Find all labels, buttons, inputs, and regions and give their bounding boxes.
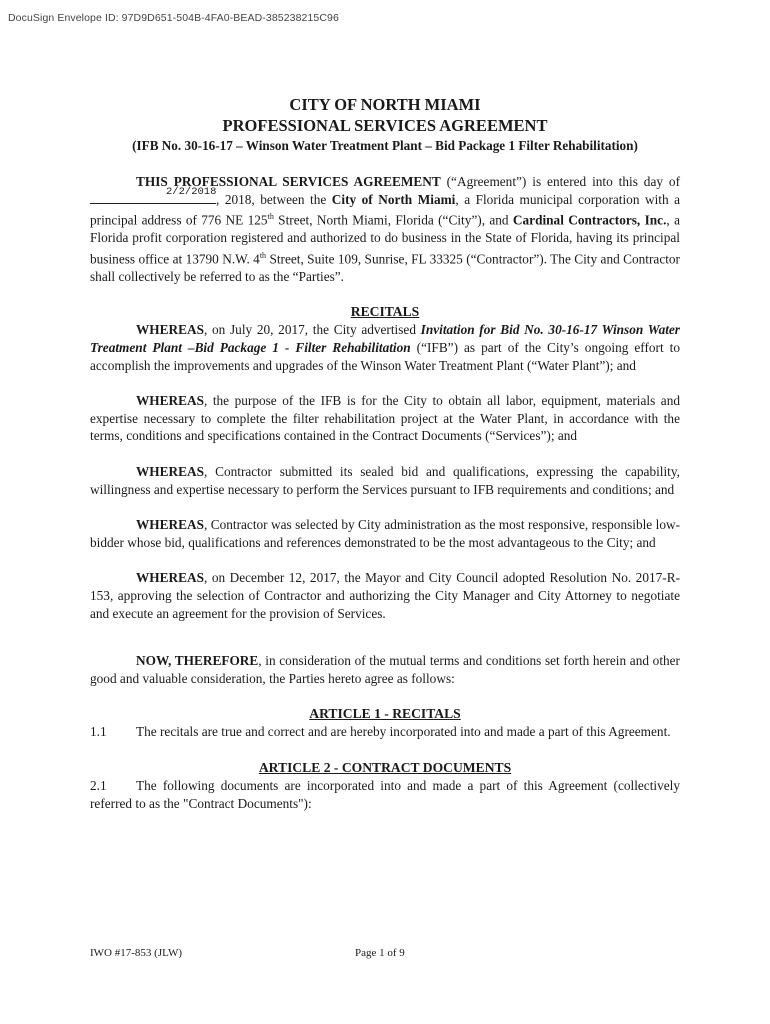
party-contractor: Cardinal Contractors, Inc.: [512, 212, 667, 228]
recital-3: WHEREAS, Contractor submitted its sealed bid and qualifications, expressing the capability, willingness and expertise necessary to perform the Services pursuant to IFB requirements and conditions; and: [90, 463, 680, 497]
document-title-line1: CITY OF NORTH MIAMI: [289, 95, 481, 114]
date-value: 2/2/2018: [166, 185, 217, 198]
recital-5: WHEREAS, on December 12, 2017, the Mayor and City Council adopted Resolution No. 2017-R-153, approving the selection of Contractor and authorizing the City Manager and City Attorney to negotiate and execute an agreement for the provision of Services.: [90, 570, 680, 621]
page-number: Page 1 of 9: [355, 947, 405, 959]
recital-2: WHEREAS, the purpose of the IFB is for the City to obtain all labor, equipment, materials and expertise necessary to complete the filter rehabilitation project at the Water Plant, in accordance with the terms, conditions and specifications contained in the Contract Documents (“Services”); and: [90, 393, 680, 444]
article-2-clause: 2.1 The following documents are incorporated into and made a part of this Agreement (collectively referred to as the "Contract Documents"):: [90, 777, 680, 811]
article-1-clause: 1.1 The recitals are true and correct and are hereby incorporated into and made a part of this Agreement.: [90, 724, 671, 740]
recital-1: WHEREAS, on July 20, 2017, the City advertised Invitation for Bid No. 30-16-17 Winson Water Treatment Plant –Bid Package 1 - Filter Rehabilitation (“IFB”) as part of the City’s ongoing effort to accomplish the improvements and upgrades of the Winson Water Treatment Plant (“Water Plant”); and: [90, 322, 680, 373]
article-1-heading: ARTICLE 1 - RECITALS: [309, 706, 461, 722]
footer-reference: IWO #17-853 (JLW): [90, 947, 183, 959]
now-therefore-paragraph: NOW, THEREFORE, in consideration of the mutual terms and conditions set forth herein and other good and valuable consideration, the Parties hereto agree as follows:: [90, 653, 680, 686]
recitals-heading: RECITALS: [350, 304, 420, 320]
recital-4: WHEREAS, Contractor was selected by City administration as the most responsive, responsible low-bidder whose bid, qualifications and references demonstrated to be the most advantageous to the City; and: [90, 517, 680, 550]
document-title-line2: PROFESSIONAL SERVICES AGREEMENT: [222, 116, 548, 135]
document-subtitle: (IFB No. 30-16-17 – Winson Water Treatment Plant – Bid Package 1 Filter Rehabilitation): [132, 138, 638, 153]
date-field[interactable]: [90, 185, 217, 204]
article-2-heading: ARTICLE 2 - CONTRACT DOCUMENTS: [258, 759, 512, 775]
docusign-envelope-id: DocuSign Envelope ID: 97D9D651-504B-4FA0-BEAD-385238215C96: [8, 12, 339, 24]
party-city: City of North Miami: [331, 191, 456, 207]
intro-paragraph: THIS PROFESSIONAL SERVICES AGREEMENT (“Agreement”) is entered into this day of 2/2/2018 , 2018, between the City of North Miami, a Florida municipal corporation with a principal address of 776 NE 125th Street, North Miami, Florida (“City”), and Cardinal Contractors, Inc., a Florida profit corporation registered and authorized to do business in the State of Florida, having its principal business office at 13790 N.W. 4th Street, Suite 109, Sunrise, FL 33325 (“Contractor”). The City and Contractor shall collectively be referred to as the “Parties”.: [90, 174, 681, 284]
agreement-page: [90, 94, 680, 812]
intro-lead: THIS PROFESSIONAL SERVICES AGREEMENT: [136, 174, 441, 189]
ifb-title: Invitation for Bid No. 30-16-17 Winson Water Treatment Plant –Bid Package 1 - Filter Rehabilitation: [90, 322, 680, 355]
